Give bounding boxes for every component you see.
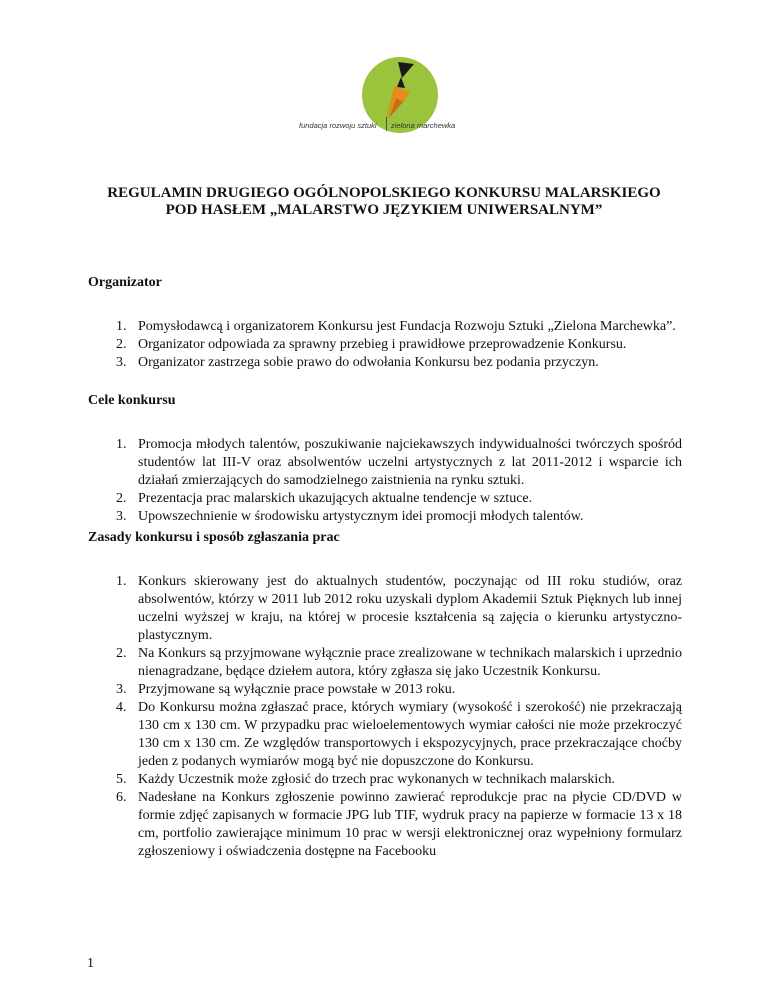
list-text: Prezentacja prac malarskich ukazujących aktualne tendencje w sztuce. [138, 491, 533, 506]
list-item [116, 436, 682, 490]
list-item [116, 789, 682, 861]
list-number: 2. [116, 646, 127, 661]
list-item [116, 318, 682, 336]
logo-caption-foundation: fundacja rozwoju sztuki [299, 121, 377, 130]
list-number: 1. [116, 319, 127, 334]
list-text: Nadesłane na Konkurs zgłoszenie powinno zawierać reprodukcje prac na płycie CD/DVD w formie zdjęć zapisanych w formacie JPG lub TIF, wydruk pracy na papierze w formacie 13 x 18 cm, portfolio zawierające minimum 10 prac w wersji elektronicznej oraz wypełniony formularz zgłoszeniowy i oświadczenia dostępne na Facebooku [138, 790, 682, 859]
organizer-list [116, 318, 682, 372]
list-number: 5. [116, 772, 127, 787]
list-number: 1. [116, 574, 127, 589]
logo-caption-divider [386, 117, 387, 131]
list-item [116, 508, 682, 526]
list-text: Pomysłodawcą i organizatorem Konkursu jest Fundacja Rozwoju Sztuki „Zielona Marchewka”. [138, 319, 676, 334]
list-text: Przyjmowane są wyłącznie prace powstałe w 2013 roku. [138, 682, 456, 697]
list-text: Promocja młodych talentów, poszukiwanie najciekawszych indywidualności twórczych spośród studentów lat III-V oraz absolwentów uczelni artystycznych z lat 2011-2012 i wsparcie ich działań zmierzających do samodzielnego zaistnienia na rynku sztuki. [138, 437, 682, 488]
list-text: Organizator zastrzega sobie prawo do odwołania Konkursu bez podania przyczyn. [138, 355, 599, 370]
list-text: Konkurs skierowany jest do aktualnych studentów, poczynając od III roku studiów, oraz absolwentów, którzy w 2011 lub 2012 roku uzyskali dyplom Akademii Sztuk Pięknych lub innej uczelni wyższej w kraju, na której w procesie kształcenia są zajęcia o kierunku artystyczno-plastycznym. [138, 574, 682, 643]
list-text: Każdy Uczestnik może zgłosić do trzech prac wykonanych w technikach malarskich. [138, 772, 615, 787]
list-number: 2. [116, 337, 127, 352]
list-number: 3. [116, 682, 127, 697]
section-heading-rules: Zasady konkursu i sposób zgłaszania prac [88, 530, 340, 545]
list-item [116, 699, 682, 771]
list-item [116, 490, 682, 508]
list-number: 1. [116, 437, 127, 452]
list-number: 2. [116, 491, 127, 506]
goals-list [116, 436, 682, 526]
list-item [116, 681, 682, 699]
page-number: 1 [87, 956, 94, 971]
list-number: 6. [116, 790, 127, 805]
section-heading-goals: Cele konkursu [88, 393, 176, 408]
list-item [116, 645, 682, 681]
list-number: 4. [116, 700, 127, 715]
list-text: Upowszechnienie w środowisku artystycznym idei promocji młodych talentów. [138, 509, 584, 524]
logo-caption-name: zielona marchewka [391, 121, 456, 130]
list-item [116, 354, 682, 372]
list-item [116, 336, 682, 354]
list-item [116, 573, 682, 645]
list-text: Na Konkurs są przyjmowane wyłącznie prace zrealizowane w technikach malarskich i uprzednio nienagradzane, będące dziełem autora, który zgłasza się jako Uczestnik Konkursu. [138, 646, 682, 679]
list-text: Do Konkursu można zgłaszać prace, których wymiary (wysokość i szerokość) nie przekraczają 130 cm x 130 cm. W przypadku prac wieloelementowych wymiar całości nie może przekroczyć 130 cm x 130 cm. Ze względów transportowych i ekspozycyjnych, prace przekraczające choćby jeden z podanych wymiarów mogą być nie dopuszczone do Konkursu. [138, 700, 682, 769]
list-item [116, 771, 682, 789]
document-title-line-2: POD HASŁEM „MALARSTWO JĘZYKIEM UNIWERSALNYM” [165, 202, 603, 218]
list-number: 3. [116, 355, 127, 370]
list-text: Organizator odpowiada za sprawny przebieg i prawidłowe przeprowadzenie Konkursu. [138, 337, 627, 352]
document-title-line-1: REGULAMIN DRUGIEGO OGÓLNOPOLSKIEGO KONKURSU MALARSKIEGO [107, 185, 661, 201]
list-number: 3. [116, 509, 127, 524]
rules-list [116, 573, 682, 861]
section-heading-organizer: Organizator [88, 275, 162, 290]
